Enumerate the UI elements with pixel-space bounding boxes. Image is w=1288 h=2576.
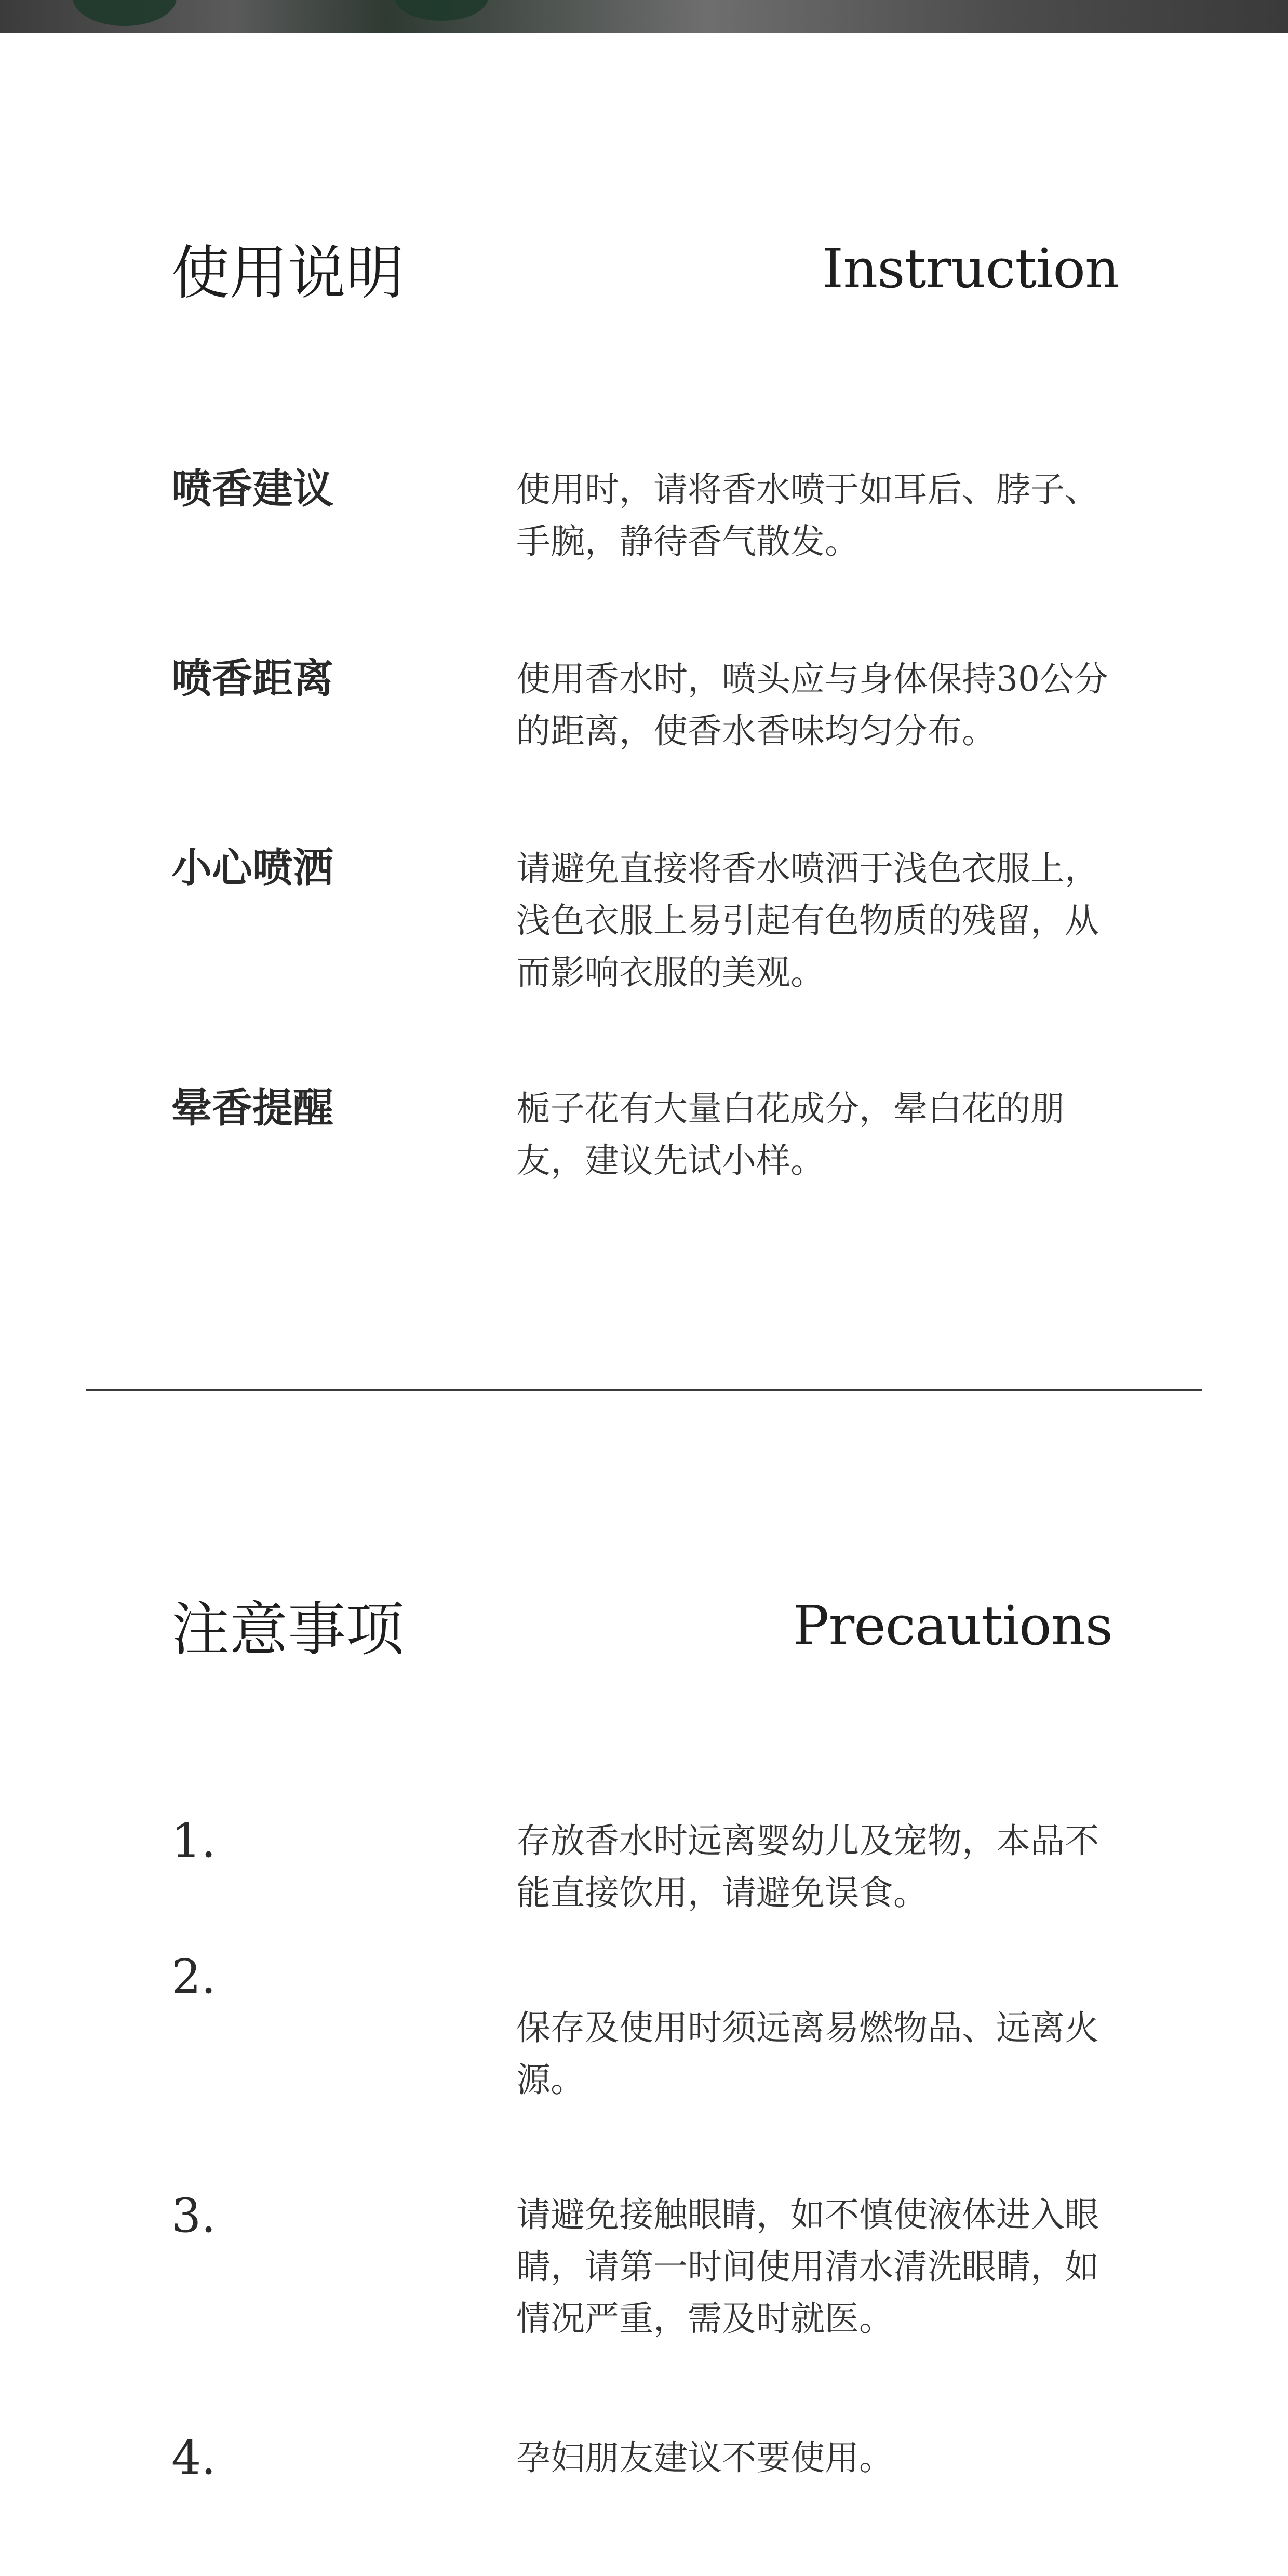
instruction-item-label: 喷香距离 [171, 655, 334, 702]
precaution-text: 孕妇朋友建议不要使用。 [516, 2438, 893, 2478]
precaution-text: 请避免接触眼睛，如不慎使液体进入眼睛，请第一时间使用清水清洗眼睛，如情况严重，需及时就医。 [516, 2195, 1099, 2339]
instruction-item-text: 请避免直接将香水喷洒于浅色衣服上，浅色衣服上易引起有色物质的残留，从而影响衣服的美观。 [516, 849, 1099, 992]
precautions-title-cn: 注意事项 [171, 1596, 404, 1663]
precaution-number: 3. [171, 2189, 216, 2243]
precaution-number: 2. [171, 1950, 216, 2004]
leaf-shape [395, 0, 488, 21]
instruction-title-en: Instruction [822, 237, 1119, 300]
instruction-title-cn: 使用说明 [171, 239, 404, 307]
precautions-title-en: Precautions [793, 1594, 1112, 1657]
instruction-item-label: 喷香建议 [171, 465, 334, 513]
precaution-text: 存放香水时远离婴幼儿及宠物，本品不能直接饮用，请避免误食。 [516, 1821, 1099, 1913]
top-photo-strip [0, 0, 1288, 33]
section-divider [86, 1389, 1202, 1391]
precaution-text: 保存及使用时须远离易燃物品、远离火源。 [516, 2008, 1099, 2100]
instruction-item-text: 栀子花有大量白花成分，晕白花的朋友，建议先试小样。 [516, 1089, 1065, 1180]
leaf-shape [73, 0, 177, 26]
precaution-number: 4. [171, 2431, 216, 2485]
instruction-item-text: 使用时，请将香水喷于如耳后、脖子、手腕，静待香气散发。 [516, 469, 1099, 561]
precaution-number: 1. [171, 1814, 216, 1868]
instruction-item-label: 小心喷洒 [171, 844, 334, 892]
instruction-item-label: 晕香提醒 [171, 1084, 334, 1132]
instruction-item-text: 使用香水时，喷头应与身体保持30公分的距离，使香水香味均匀分布。 [516, 659, 1108, 751]
